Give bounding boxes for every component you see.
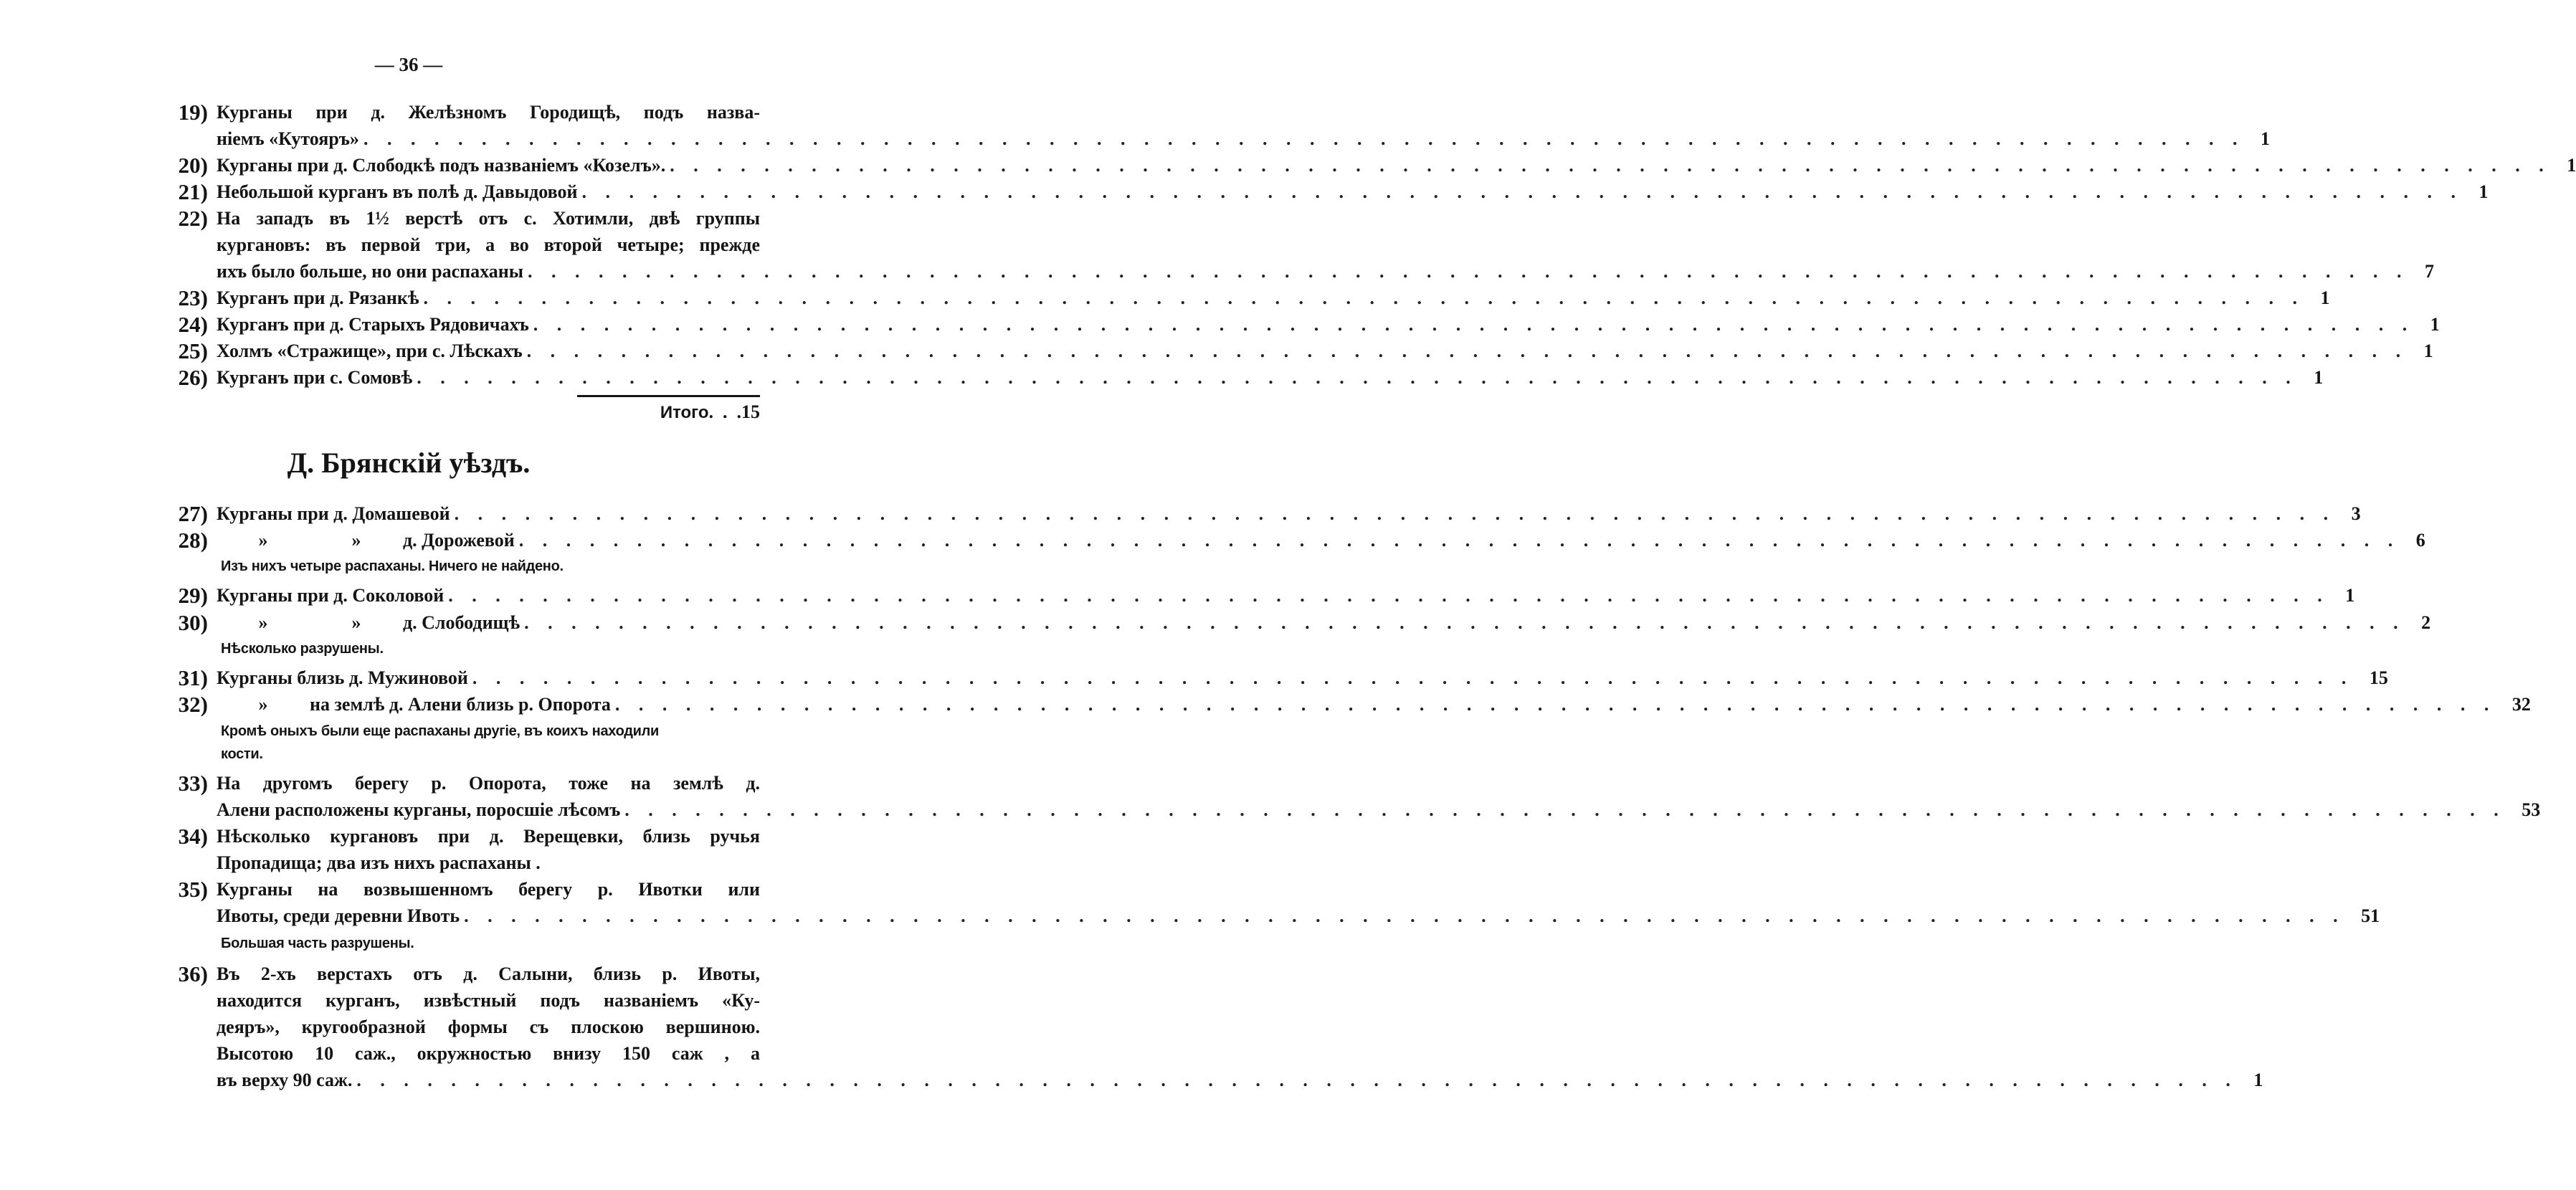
leader-dots: . . . . . . . . . . . . . . . . . . . . . . . . . . . . . . . . . . . . . . . . . . . . . . . . . . . . . . . . . . . . . . . . . . . . . . . . . . . . . . . . [518,530,2412,551]
entry-text-line: ніемъ «Кутояръ» [217,128,359,149]
ditto-mark: » [258,530,268,551]
entry-28 [165,527,2425,553]
entry-32 [165,691,2531,718]
entry-text-line: На другомъ берегу р. Опорота, тоже на землѣ д. [217,773,760,794]
entry-count: 15 [2369,667,2388,688]
entry-number: 28) [178,528,208,553]
entry-number: 33) [178,771,208,796]
leader-dots: . . . . . . . . . . . . . . . . . . . . . . . . . . . . . . . . . . . . . . . . . . . . . . . . . . . . . . . . . . . . . . . . . . . . . . . . . . . . . . . . [448,585,2342,606]
total-rule [577,395,760,397]
leader-dots: . . . . . . . . . . . . . . . . . . . . . . . . . . . . . . . . . . . . . . . . . . . . . . . . . . . . . . . . . . . . . . . . . . . . . . . . . . . . . . . . [524,612,2418,633]
note-line: Кромѣ оныхъ были еще распаханы другіе, въ коихъ находили [221,723,660,739]
entry-count: 6 [2415,530,2425,551]
entry-33 [165,770,2541,823]
entry-text-line: ихъ было больше, но они распаханы [217,261,524,282]
entry-count: 1 [2430,314,2440,335]
leader-dots: . . . . . . . . . . . . . . . . . . . . . . . . . . . . . . . . . . . . . . . . . . . . . . . . . . . . . . . . . . . . . . . . . . . . . . . . . . . . . . . . [670,155,2563,176]
entry-30 [165,609,2431,636]
entry-number: 27) [178,501,208,526]
entry-34 [165,823,760,876]
entry-text-line: Курганы близь д. Мужиновой [217,667,468,688]
entry-text-line: деяръ», кругообразной формы съ плоскою вершиною. [217,1017,760,1037]
entry-text-line: Небольшой курганъ въ полѣ д. Давыдовой [217,181,578,202]
entry-count: 1 [2314,367,2324,388]
entry-text-line: Курганъ при д. Старыхъ Рядовичахъ [217,314,529,335]
entry-text-line: находится курганъ, извѣстный подъ названіемъ «Ку- [217,990,760,1011]
entry-21 [165,178,2489,205]
leader-dots: . . . . . . . . . . . . . . . . . . . . . . . . . . . . . . . . . . . . . . . . . . . . . . . . . . . . . . . . . . . . . . . . . . . . . . . . . . . . . . . . [624,799,2518,820]
leader-dots: . . . . . . . . . . . . . . . . . . . . . . . . . . . . . . . . . . . . . . . . . . . . . . . . . . . . . . . . . . . . . . . . . . . . . . . . . . . . . . . . [614,694,2508,715]
section-title: Д. Брянскій уѣздъ. [287,447,531,479]
entry-27 [165,500,2361,527]
entry-count: 7 [2425,261,2435,282]
entry-20 [165,152,2576,178]
entry-number: 31) [178,665,208,690]
entry-text-line: д. Слободищѣ [403,612,521,633]
entry-number: 32) [178,692,208,717]
entry-36 [165,961,2263,1093]
entry-count: 1 [2260,128,2270,149]
note-line: Изъ нихъ четыре распаханы. Ничего не найдено. [221,558,564,574]
ditto-mark: » [258,694,268,715]
ditto-mark: » [351,612,361,633]
leader-dots: . . . . . . . . . . . . . . . . . . . . . . . . . . . . . . . . . . . . . . . . . . . . . . . . . . . . . . . . . . . . . . . . . . . . . . . . . . . . . . . . [472,667,2365,688]
entry-25 [165,338,2433,364]
entry-text-line: на землѣ д. Алени близь р. Опорота [310,694,611,715]
entry-number: 22) [178,206,208,231]
note-entry-32 [221,720,723,766]
entry-text-line: Курганы при д. Желѣзномъ Городищѣ, подъ назва- [217,102,760,123]
entry-text-line: Курганъ при д. Рязанкѣ [217,287,419,308]
entry-26 [165,364,2324,391]
total-value: 15 [741,401,760,422]
page-number: — 36 — [374,54,443,75]
entry-35 [165,876,2380,929]
entry-text-line: Курганы при д. Домашевой [217,503,450,524]
entry-text-line: въ верху 90 саж. [217,1070,353,1090]
entry-number: 36) [178,961,208,986]
entry-count: 51 [2361,905,2380,926]
entry-number: 20) [178,153,208,178]
note-line: Нѣсколько разрушены. [221,641,384,657]
entry-count: 53 [2522,799,2541,820]
entry-text-line: Курганы при д. Соколовой [217,585,445,606]
leader-dots: . . . . . . . . . . . . . . . . . . . . . . . . . . . . . . . . . . . . . . . . . . . . . . . . . . . . . . . . . . . . . . . . . . . . . . . . . . . . . . . . [581,181,2475,202]
entry-count: 1 [2567,155,2576,176]
entry-count: 1 [2253,1070,2263,1090]
entry-24 [165,311,2440,338]
note-entry-30 [221,637,723,660]
entry-text-line: Высотою 10 саж., окружностью внизу 150 саж , а [217,1043,760,1064]
entry-23 [165,285,2330,311]
entry-number: 30) [178,610,208,635]
entry-text-line: Ивоты, среди деревни Ивоть [217,905,460,926]
entry-count: 2 [2421,612,2431,633]
leader-dots: . . . . . . . . . . . . . . . . . . . . . . . . . . . . . . . . . . . . . . . . . . . . . . . . . . . . . . . . . . . . . . . . . . . . . . . . . . . . . . . . [464,905,2357,926]
entry-text-line: Нѣсколько кургановъ при д. Верещевки, близь ручья [217,826,760,847]
total-label: Итого [660,403,709,422]
entry-text-line: Курганы при д. Слободкѣ подъ названіемъ «Козелъ». [217,155,666,176]
leader-dots: . . . . . . . . . . . . . . . . . . . . . . . . . . . . . . . . . . . . . . . . . . . . . . . . . . . . . . . . . . . . . . . . . . . . . . . . . . . . . . . . [423,287,2316,308]
entry-text-line: д. Дорожевой [403,530,515,551]
entry-text-line: Пропадища; два изъ нихъ распаханы . [217,852,541,873]
entry-text-line: На западъ въ 1½ верстѣ отъ с. Хотимли, двѣ группы [217,208,760,229]
entry-count: 1 [2320,287,2330,308]
note-entry-35 [221,932,723,955]
entry-31 [165,665,2388,691]
entry-29 [165,582,2355,609]
entry-19 [165,99,2270,152]
entry-text-line: Холмъ «Стражище», при с. Лѣскахъ [217,341,523,361]
entry-number: 34) [178,824,208,849]
entry-count: 1 [2423,341,2433,361]
ditto-mark: » [351,530,361,551]
entry-count: 3 [2351,503,2361,524]
entry-count: 32 [2511,694,2531,715]
leader-dots: . . . . . . . . . . . . . . . . . . . . . . . . . . . . . . . . . . . . . . . . . . . . . . . . . . . . . . . . . . . . . . . . . . . . . . . . . . . . . . . . [533,314,2426,335]
entry-number: 19) [178,100,208,125]
entry-number: 29) [178,583,208,608]
leader-dots: . . . . . . . . . . . . . . . . . . . . . . . . . . . . . . . . . . . . . . . . . . . . . . . . . . . . . . . . . . . . . . . . . . . . . . . . . . . . . . . . [526,341,2420,361]
entry-text-line: Курганы на возвышенномъ берегу р. Ивотки или [217,879,760,900]
entry-22 [165,205,2435,285]
leader-dots: . . . . . . . . . . . . . . . . . . . . . . . . . . . . . . . . . . . . . . . . . . . . . . . . . . . . . . . . . . . . . . . . . . . . . . . . . . . . . . . . [454,503,2347,524]
leader-dots: . . . . . . . . . . . . . . . . . . . . . . . . . . . . . . . . . . . . . . . . . . . . . . . . . . . . . . . . . . . . . . . . . . . . . . . . . . . . . . . . [528,261,2421,282]
total-line: Итого. . .15 [660,401,760,422]
entry-text-line: Алени расположены курганы, поросшіе лѣсомъ [217,799,621,820]
note-line: кости. [221,746,263,762]
entry-count: 1 [2478,181,2489,202]
entry-text-line: Курганъ при с. Сомовѣ [217,367,413,388]
ditto-mark: » [258,612,268,633]
leader-dots: . . . . . . . . . . . . . . . . . . . . . . . . . . . . . . . . . . . . . . . . . . . . . . . . . . . . . . . . . . . . . . . . . . . . . . . . . . . . . . . . [356,1070,2250,1090]
entry-number: 24) [178,312,208,337]
note-line: Большая часть разрушены. [221,936,414,951]
entry-number: 25) [178,338,208,363]
entry-number: 21) [178,179,208,204]
leader-dots: . . . . . . . . . . . . . . . . . . . . . . . . . . . . . . . . . . . . . . . . . . . . . . . . . . . . . . . . . . . . . . . . . . . . . . . . . . . . . . . . [417,367,2310,388]
entry-number: 26) [178,365,208,390]
entry-text-line: Въ 2-хъ верстахъ отъ д. Салыни, близь р. Ивоты, [217,963,760,984]
entry-number: 35) [178,877,208,902]
note-entry-28 [221,555,723,578]
entry-number: 23) [178,285,208,310]
leader-dots: . . . . . . . . . . . . . . . . . . . . . . . . . . . . . . . . . . . . . . . . . . . . . . . . . . . . . . . . . . . . . . . . . . . . . . . . . . . . . . . . [363,128,2256,149]
entry-text-line: кургановъ: въ первой три, а во второй четыре; прежде [217,234,760,255]
entry-count: 1 [2345,585,2355,606]
